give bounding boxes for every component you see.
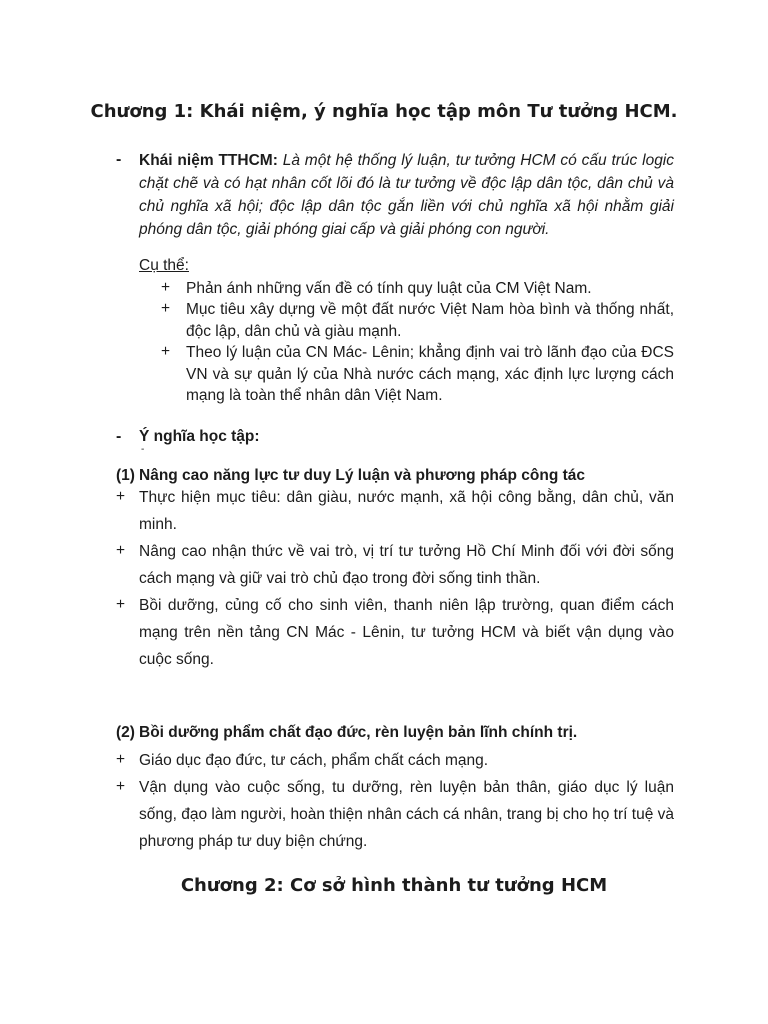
specific-item: Phản ánh những vấn đề có tính quy luật của CM Việt Nam. [186, 280, 592, 297]
specifics-label: Cụ thể: [139, 257, 189, 274]
specific-bullet: + [161, 343, 171, 360]
concept-term: Khái niệm TTHCM: [139, 152, 278, 169]
section-item: Nâng cao nhận thức về vai trò, vị trí tư tưởng Hồ Chí Minh đối với đời sống cách mạng và giữ vai trò chủ đạo trong đời sống tinh thần. [139, 543, 674, 587]
specific-bullet: + [161, 279, 171, 296]
specific-item: Theo lý luận của CN Mác- Lênin; khẳng định vai trò lãnh đạo của ĐCS VN và sự quản lý của Nhà nước cách mạng, xác định lực lượng cách mạng là toàn thể nhân dân Việt Nam. [186, 344, 674, 404]
specific-item: Mục tiêu xây dựng về một đất nước Việt Nam hòa bình và thống nhất, độc lập, dân chủ và giàu mạnh. [186, 301, 674, 340]
section-title: Bồi dưỡng phẩm chất đạo đức, rèn luyện bản lĩnh chính trị. [139, 724, 578, 741]
specific-bullet: + [161, 300, 171, 317]
section-item: Bồi dưỡng, củng cố cho sinh viên, thanh niên lập trường, quan điểm cách mạng trên nền tảng CN Mác - Lênin, tư tưởng HCM và biết vận dụng vào cuộc sống. [139, 597, 674, 668]
section-number: (2) [116, 724, 135, 741]
concept-definition: Là một hệ thống lý luận, tư tưởng HCM có cấu trúc logic chặt chẽ và có hạt nhân cốt lõi đó là tư tưởng về độc lập dân tộc, dân chủ và chủ nghĩa xã hội; độc lập dân tộc gắn liền với chủ nghĩa xã hội nhằm giải phóng dân tộc, giải phóng giai cấp và giải phóng con người. [139, 152, 675, 238]
section-item: Giáo dục đạo đức, tư cách, phẩm chất cách mạng. [139, 752, 489, 769]
significance-bullet: - [116, 428, 122, 445]
item-bullet: + [116, 751, 126, 768]
item-bullet: + [116, 542, 126, 559]
item-bullet: + [116, 488, 126, 505]
section-item: Vận dụng vào cuộc sống, tu dưỡng, rèn luyện bản thân, giáo dục lý luận sống, đạo làm người, hoàn thiện nhân cách cá nhân, trang bị cho họ trí tuệ và phương pháp tư duy biện chứng. [139, 779, 674, 850]
chapter-1-title: Chương 1: Khái niệm, ý nghĩa học tập môn Tư tưởng HCM. [90, 101, 678, 122]
section-title: Nâng cao năng lực tư duy Lý luận và phương pháp công tác [139, 467, 586, 484]
concept-bullet: - [116, 151, 122, 168]
item-bullet: + [116, 778, 126, 795]
section-item: Thực hiện mục tiêu: dân giàu, nước mạnh, xã hội công bằng, dân chủ, văn minh. [139, 489, 674, 533]
significance-label: Ý nghĩa học tập: [139, 428, 260, 445]
section-number: (1) [116, 467, 135, 484]
item-bullet: + [116, 596, 126, 613]
concept-paragraph [139, 149, 674, 241]
chapter-2-title: Chương 2: Cơ sở hình thành tư tưởng HCM [180, 875, 608, 896]
stray-mark: - [141, 444, 145, 455]
